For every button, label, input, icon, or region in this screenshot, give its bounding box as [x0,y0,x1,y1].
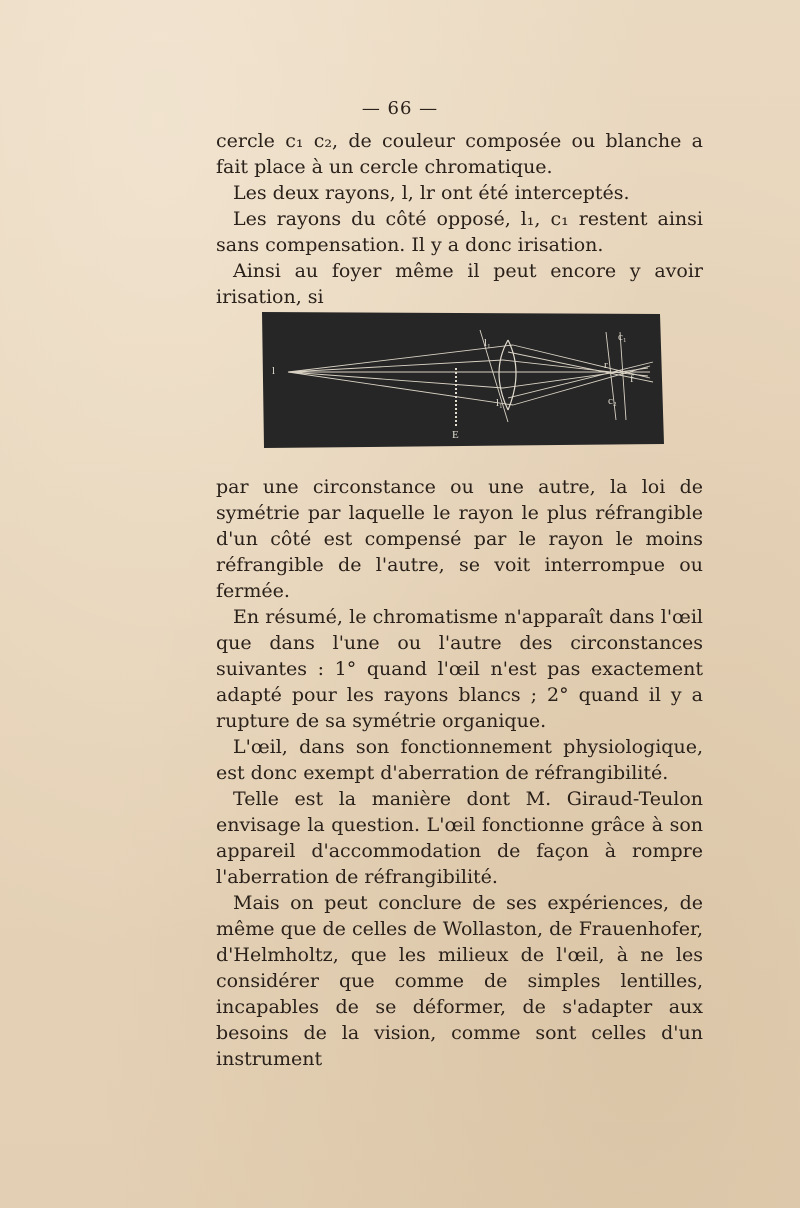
label-screen: E [452,429,459,441]
ray-diagram-svg [258,310,666,450]
paragraph: L'œil, dans son fonctionnement physiologique, est donc exempt d'aberration de réfrangibilité. [216,736,703,784]
text-block-bottom [216,474,703,1072]
paragraph: cercle c₁ c₂, de couleur composée ou blanche a fait place à un cercle chromatique. [216,130,703,178]
page-number: — 66 — [361,98,439,119]
paragraph: Mais on peut conclure de ses expériences, de même que de celles de Wollaston, de Frauenhofer, d'Helmholtz, que les milieux de l'œil, à ne les considérer que comme de simples lentilles, incapables de se déformer, de s'adapter aux besoins de la vision, comme sont celles d'un instrument [216,892,703,1070]
label-l1-bottom: l₁ [496,397,503,409]
paragraph: Telle est la manière dont M. Giraud-Teulon envisage la question. L'œil fonctionne grâce à son appareil d'accommodation de façon à rompre l'aberration de réfrangibilité. [216,788,703,888]
label-f: f [630,373,634,385]
text-block-top [216,128,703,310]
optical-diagram [258,310,666,450]
label-c1: c₁ [618,331,627,343]
paragraph: En résumé, le chromatisme n'apparaît dans l'œil que dans l'une ou l'autre des circonstances suivantes : 1° quand l'œil n'est pas exactement adapté pour les rayons blancs ; 2° quand il y a rupture de sa symétrie organique. [216,606,703,732]
paragraph: par une circonstance ou une autre, la loi de symétrie par laquelle le rayon le plus réfrangible d'un côté est compensé par le rayon le moins réfrangible de l'autre, se voit interrompue ou fermée. [216,476,703,602]
paragraph: Les deux rayons, l, lr ont été interceptés. [233,182,630,204]
figure-background [262,312,664,448]
label-l1-top: l₁ [484,337,491,349]
label-l: l [272,365,276,377]
paragraph: Ainsi au foyer même il peut encore y avoir irisation, si [216,260,703,308]
label-c2: c₂ [608,395,617,407]
paragraph: Les rayons du côté opposé, l₁, c₁ restent ainsi sans compensation. Il y a donc irisation. [216,208,703,256]
label-r: r [604,359,608,371]
